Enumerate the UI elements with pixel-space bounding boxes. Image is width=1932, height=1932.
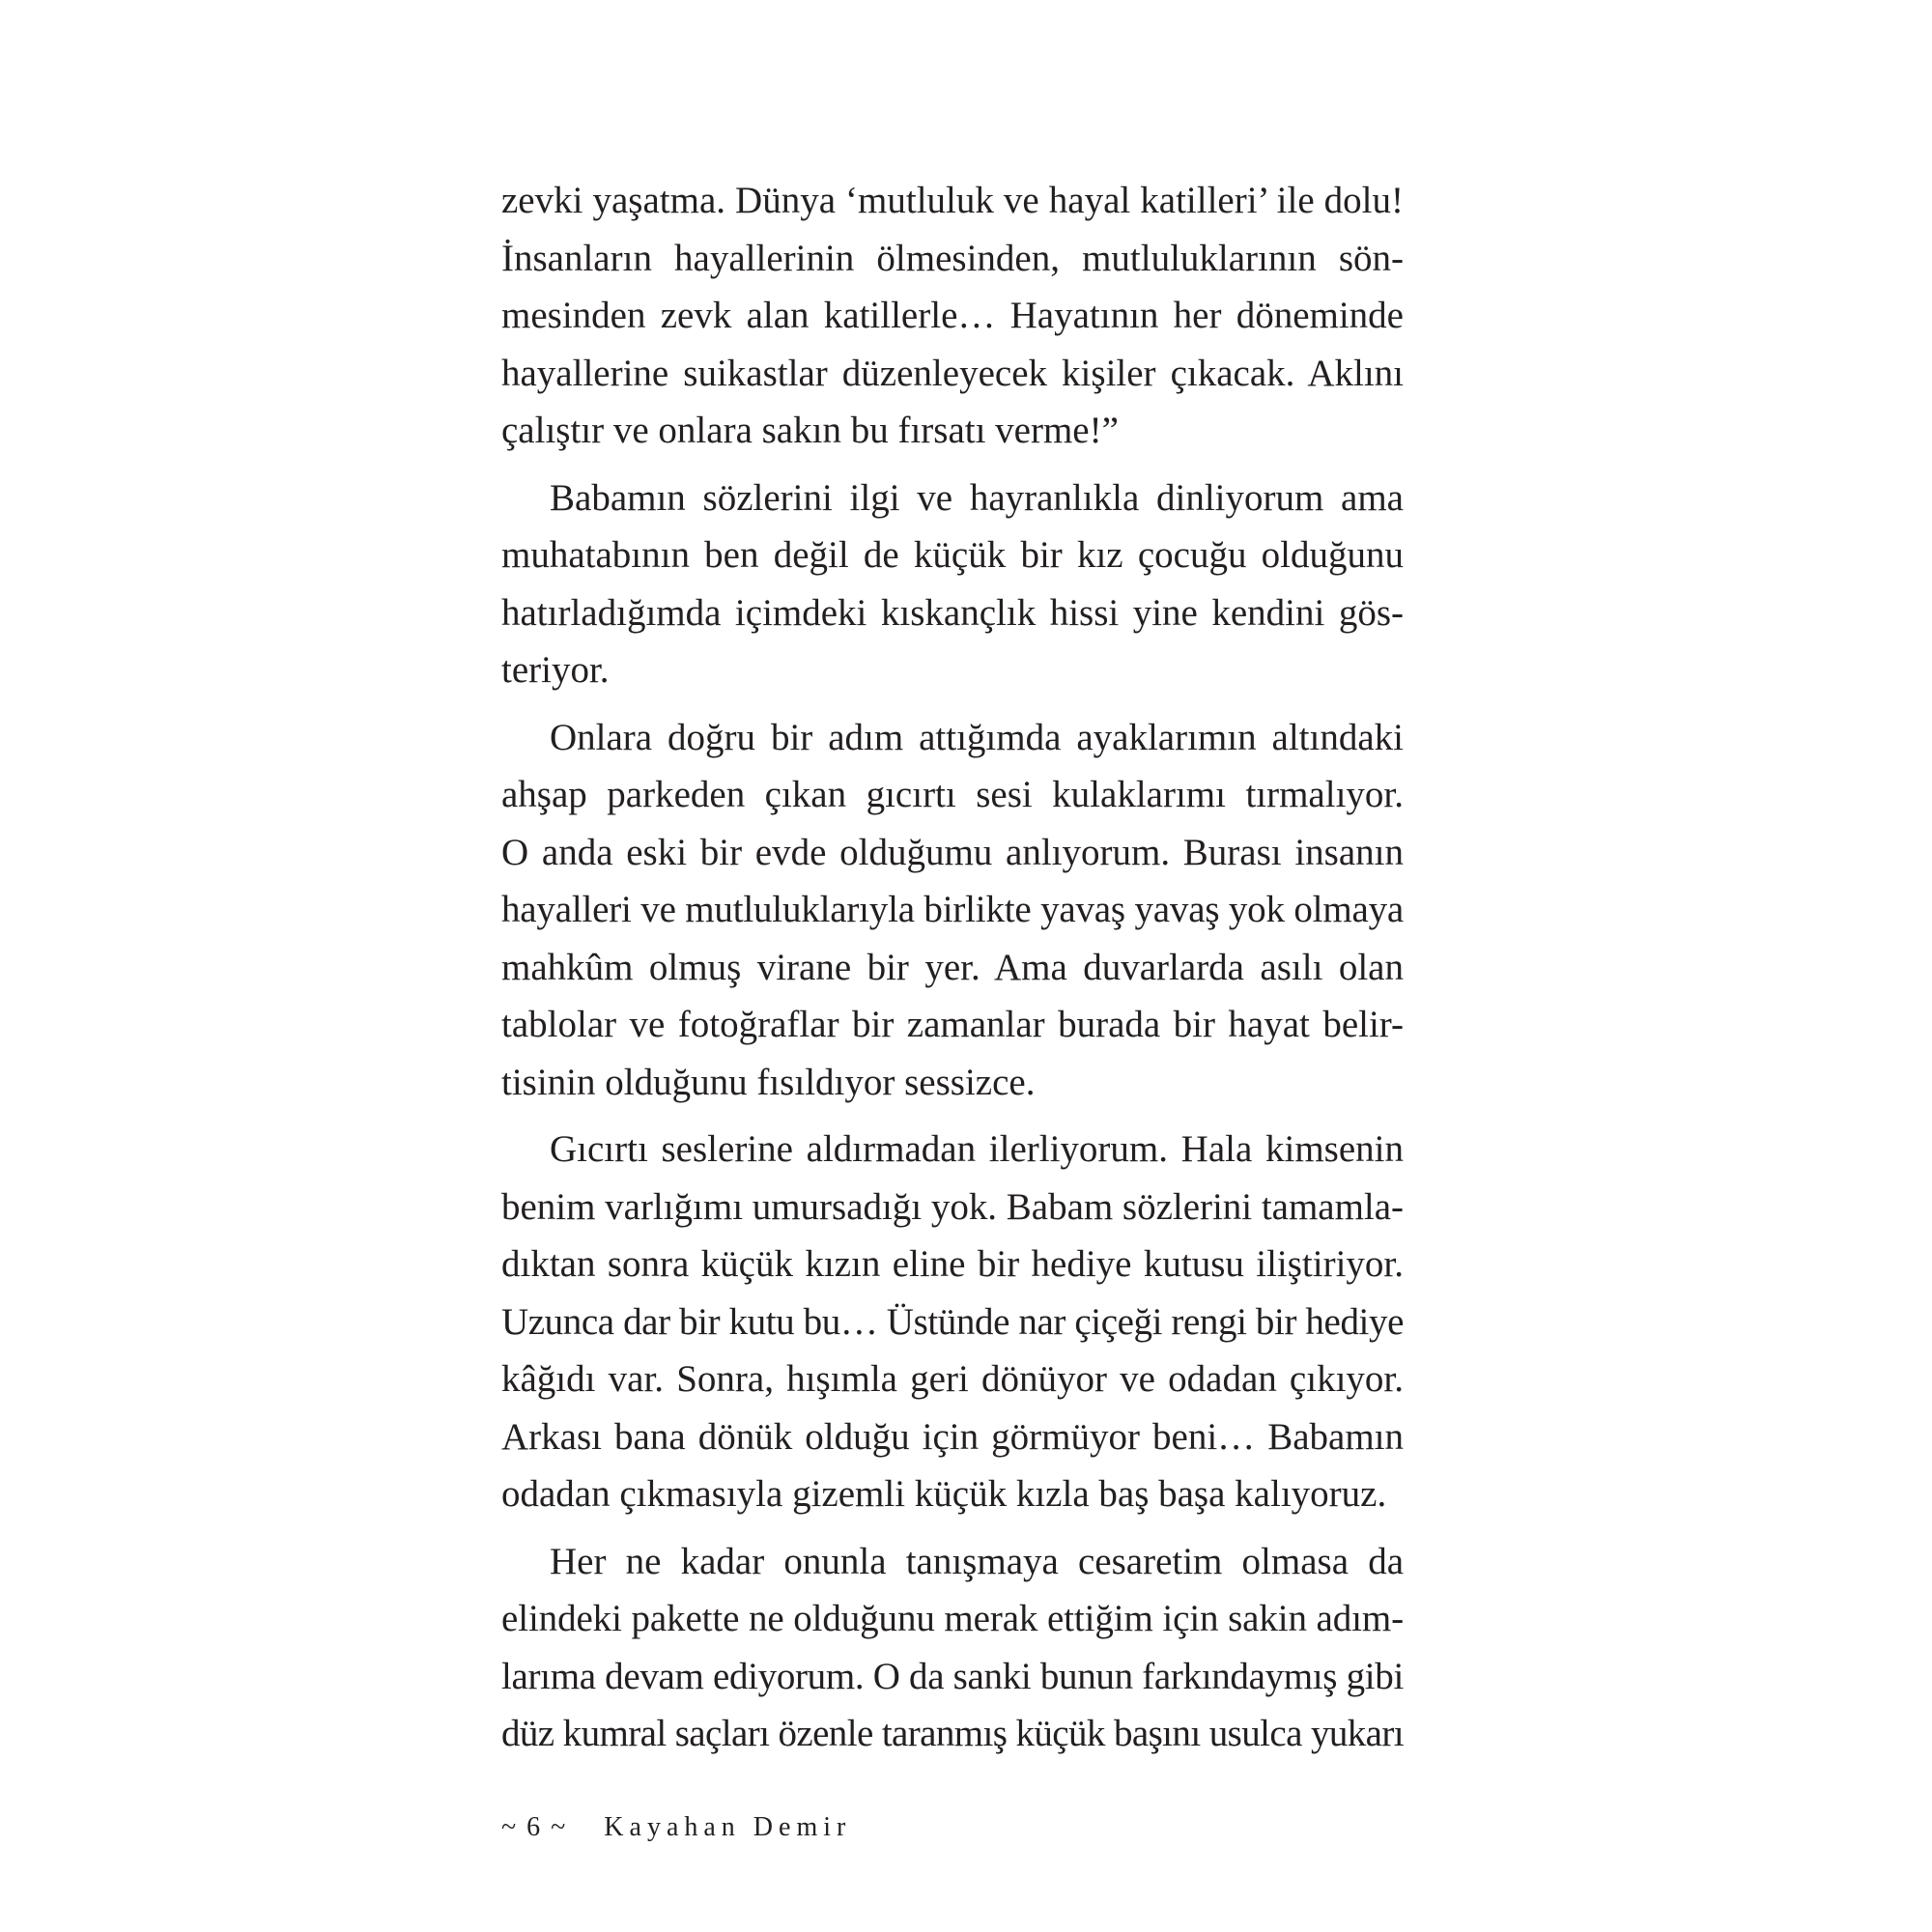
text-line: hatırladığımda içimdeki kıskançlık hissi yine kendini gös- <box>501 591 1404 634</box>
text-line: muhatabının ben değil de küçük bir kız çocuğu olduğunu <box>501 534 1404 576</box>
text-line: tablolar ve fotoğraflar bir zamanlar burada bir hayat belir- <box>501 1004 1404 1045</box>
paragraph <box>501 172 1404 460</box>
text-line: odadan çıkmasıyla gizemli küçük kızla baş başa kalıyoruz. <box>501 1473 1387 1515</box>
author-name: Kayahan Demir <box>604 1812 852 1842</box>
text-line: dıktan sonra küçük kızın eline bir hediye kutusu iliştiriyor. <box>501 1243 1404 1285</box>
text-line: düz kumral saçları özenle taranmış küçük başını usulca yukarı <box>501 1713 1404 1754</box>
paragraph <box>501 1533 1404 1763</box>
page-footer <box>501 1812 851 1843</box>
text-line: kâğıdı var. Sonra, hışımla geri dönüyor ve odadan çıkıyor. <box>501 1358 1404 1400</box>
paragraph <box>501 1121 1404 1523</box>
body-text <box>501 172 1404 1763</box>
text-line: Onlara doğru bir adım attığımda ayaklarımın altındaki <box>550 716 1404 758</box>
text-line: teriyor. <box>501 649 610 691</box>
text-line: hayalleri ve mutluluklarıyla birlikte yavaş yavaş yok olmaya <box>501 889 1405 930</box>
text-line: mesinden zevk alan katillerle… Hayatının her döneminde <box>501 295 1404 336</box>
paragraph <box>501 469 1404 699</box>
paragraph <box>501 709 1404 1112</box>
page-number: ~ 6 ~ <box>501 1812 568 1842</box>
text-line: hayallerine suikastlar düzenleyecek kişiler çıkacak. Aklını <box>501 352 1404 394</box>
text-line: benim varlığımı umursadığı yok. Babam sözlerini tamamla- <box>501 1185 1404 1228</box>
text-line: İnsanların hayallerinin ölmesinden, mutluluklarının sön- <box>501 237 1404 279</box>
text-line: Babamın sözlerini ilgi ve hayranlıkla dinliyorum ama <box>550 476 1404 519</box>
text-line: larıma devam ediyorum. O da sanki bunun farkındaymış gibi <box>501 1655 1404 1697</box>
text-line: Arkası bana dönük olduğu için görmüyor beni… Babamın <box>501 1415 1404 1458</box>
text-line: Uzunca dar bir kutu bu… Üstünde nar çiçeği rengi bir hediye <box>501 1300 1404 1343</box>
text-line: tisinin olduğunu fısıldıyor sessizce. <box>501 1061 1036 1103</box>
text-line: Gıcırtı seslerine aldırmadan ilerliyorum. Hala kimsenin <box>550 1128 1404 1170</box>
text-line: elindeki pakette ne olduğunu merak ettiğim için sakin adım- <box>501 1598 1404 1639</box>
text-line: çalıştır ve onlara sakın bu fırsatı verme!” <box>501 410 1119 451</box>
text-line: ahşap parkeden çıkan gıcırtı sesi kulaklarımı tırmalıyor. <box>501 774 1404 815</box>
text-line: Her ne kadar onunla tanışmaya cesaretim olmasa da <box>550 1540 1404 1582</box>
text-line: O anda eski bir evde olduğumu anlıyorum. Burası insanın <box>501 831 1404 873</box>
text-line: mahkûm olmuş virane bir yer. Ama duvarlarda asılı olan <box>501 946 1404 988</box>
text-line: zevki yaşatma. Dünya ‘mutluluk ve hayal katilleri’ ile dolu! <box>501 180 1404 221</box>
